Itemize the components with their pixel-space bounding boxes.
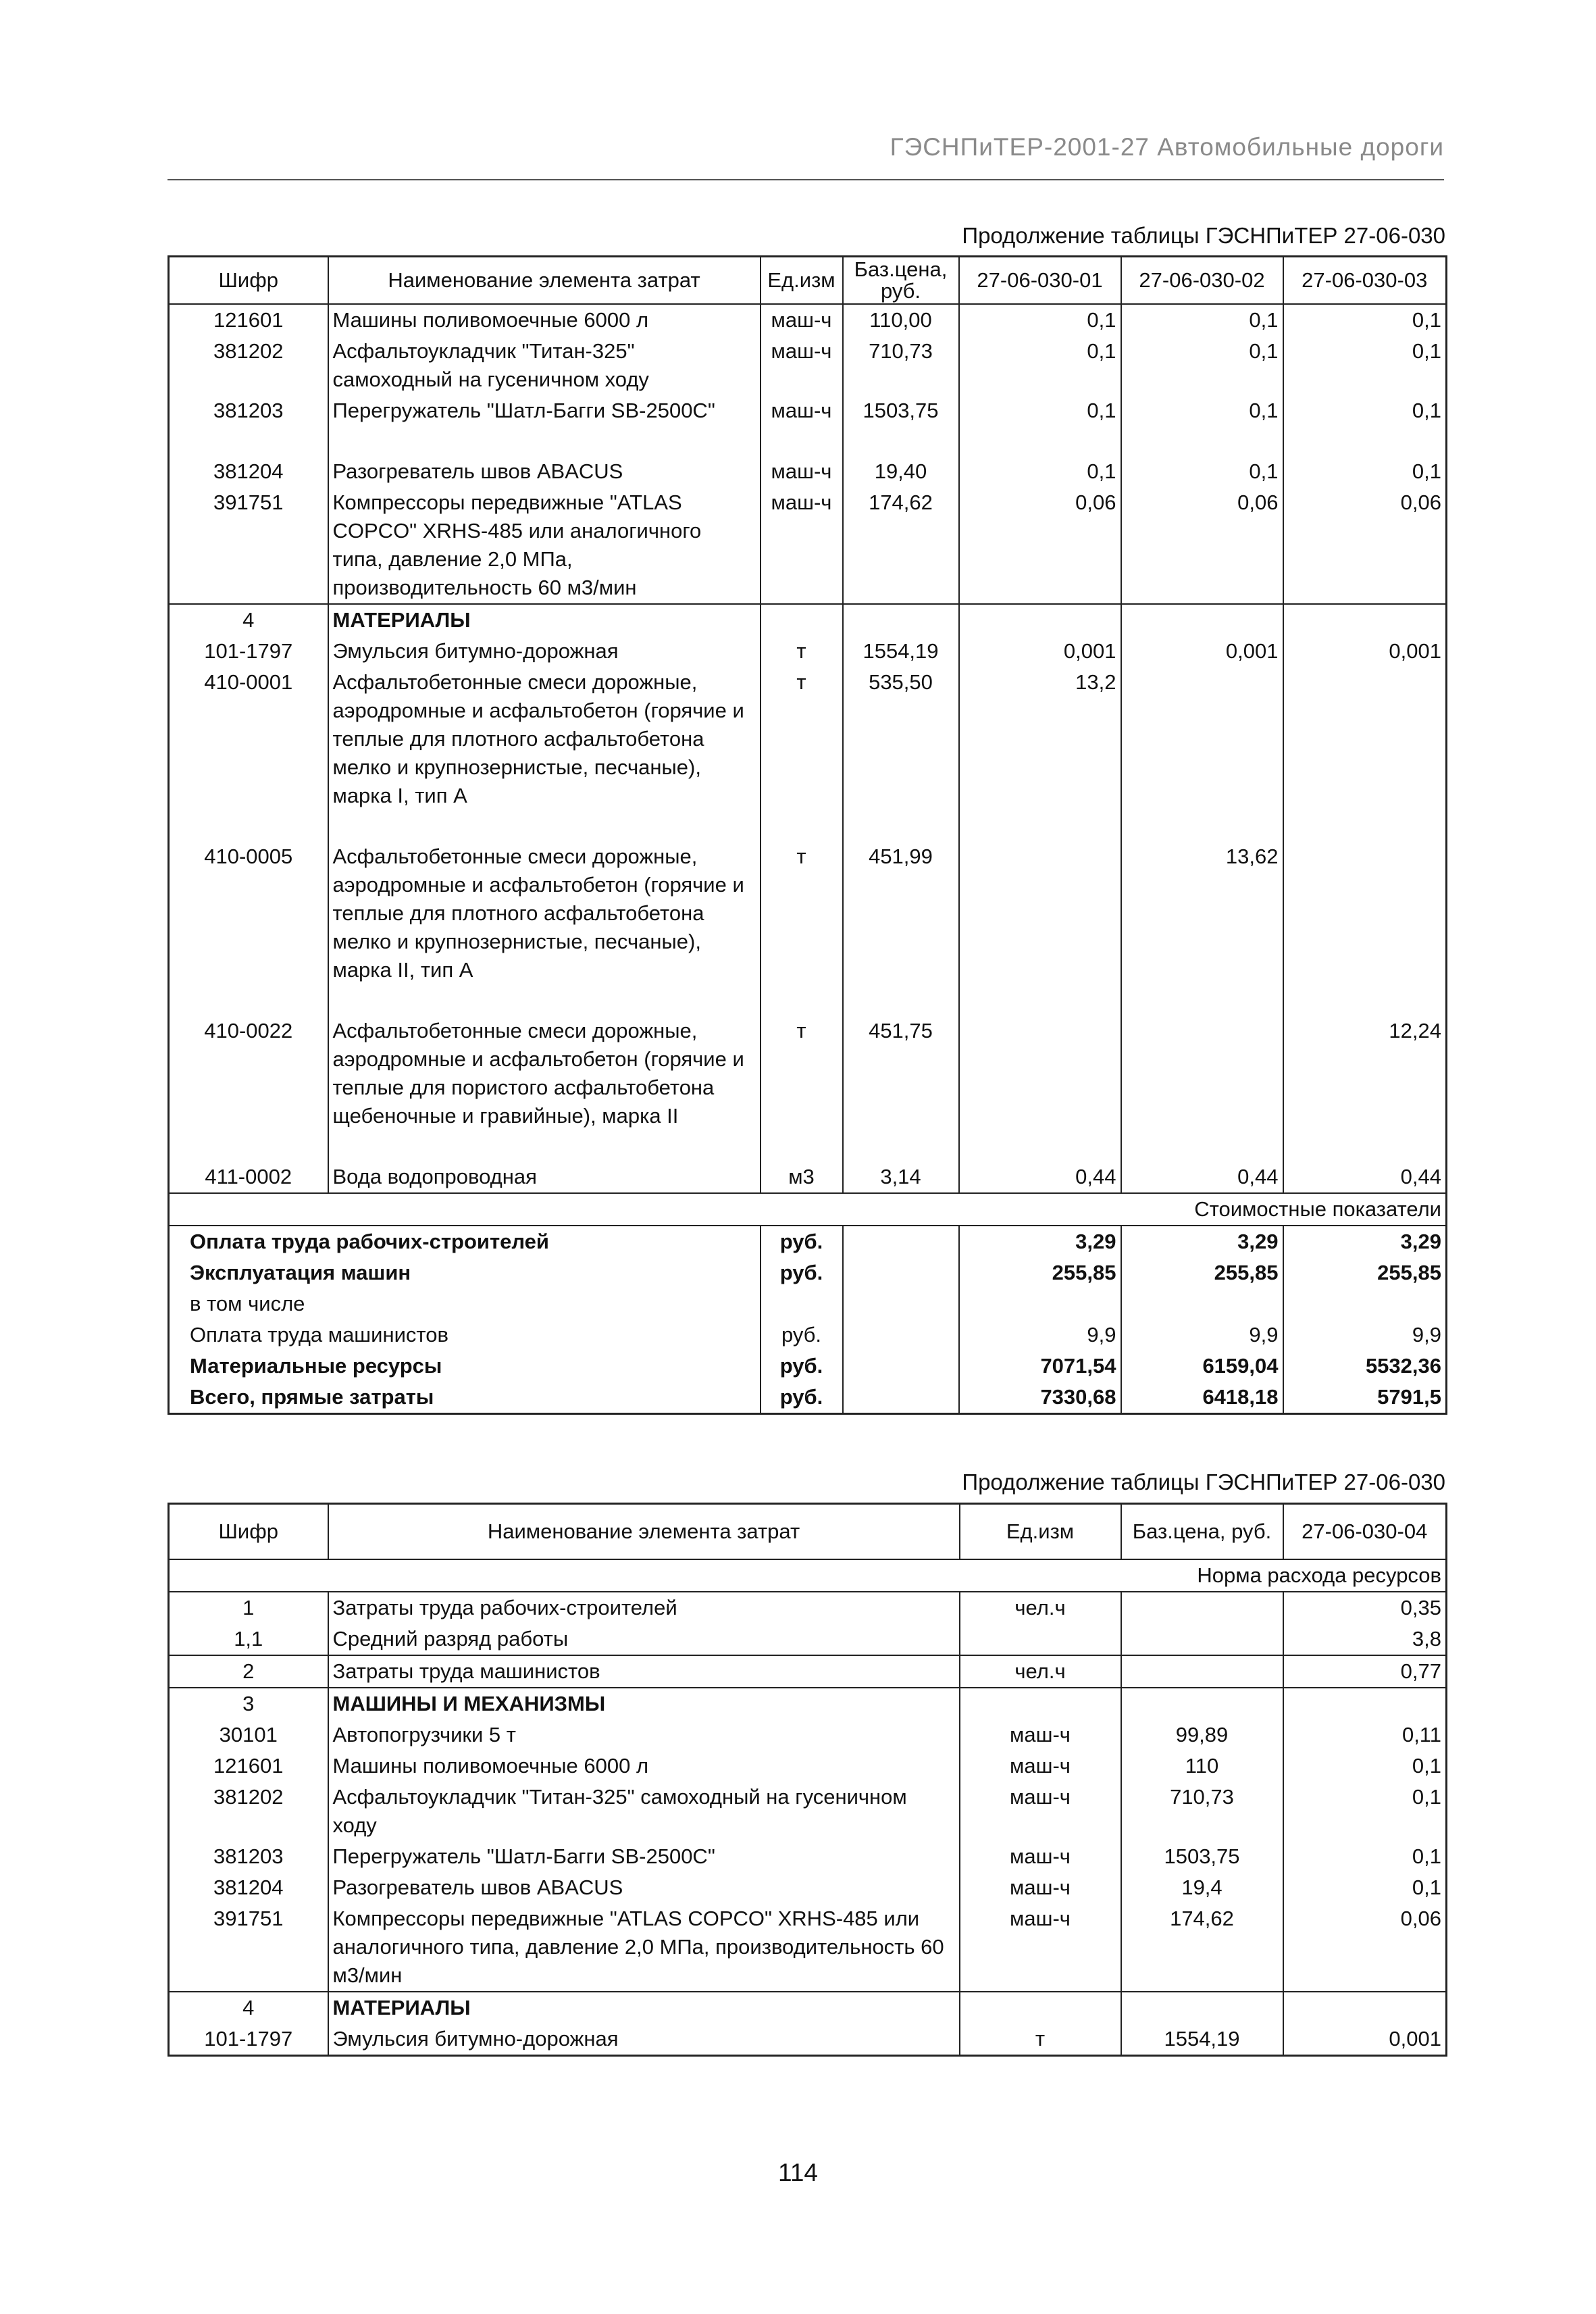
unit-cell: т [761,841,843,986]
code-cell: 381203 [169,1841,328,1872]
price-cell: 174,62 [1121,1903,1283,1992]
name-cell: Разогреватель швов ABACUS [328,1872,960,1903]
unit-cell: чел.ч [960,1655,1121,1688]
code-cell: 391751 [169,487,328,604]
cost-name: Оплата труда машинистов [169,1319,761,1351]
page-number: 114 [778,2159,818,2186]
price-cell [1121,1592,1283,1624]
unit-cell: маш-ч [761,395,843,426]
code-cell: 410-0005 [169,841,328,986]
value-cell: 0,1 [1121,395,1283,426]
cost-unit: руб. [761,1382,843,1414]
price-cell: 1554,19 [843,636,959,667]
unit-cell: маш-ч [761,336,843,395]
col-name-header: Наименование элемента затрат [328,1504,960,1559]
value-cell: 0,1 [1283,1751,1447,1782]
code-cell: 391751 [169,1903,328,1992]
price-cell: 710,73 [843,336,959,395]
spacer-row [169,1132,1447,1161]
code-cell: 1,1 [169,1624,328,1655]
unit-cell: маш-ч [960,1719,1121,1751]
section-row [169,1992,1447,2023]
code-cell: 381202 [169,336,328,395]
unit-cell: т [960,2023,1121,2056]
norm-header-row [169,1559,1447,1592]
table-row [169,1015,1447,1132]
price-cell: 1554,19 [1121,2023,1283,2056]
name-cell: Асфальтобетонные смеси дорожные, аэродромные и асфальтобетон (горячие и теплые для пористого асфальтобетона щебеночные и гравийные), марка II [328,1015,761,1132]
value-cell [1283,841,1447,986]
name-cell: Асфальтобетонные смеси дорожные, аэродромные и асфальтобетон (горячие и теплые для плотного асфальтобетона мелко и крупнозернистые, песчаные), марка I, тип А [328,667,761,811]
table1-header-row [169,257,1447,305]
value-cell: 0,1 [959,456,1121,487]
cost-header-row [169,1193,1447,1226]
cost-value: 3,29 [1283,1226,1447,1257]
resource-table-2 [168,1503,1447,2057]
cost-row [169,1382,1447,1414]
name-cell: Затраты труда машинистов [328,1655,960,1688]
col-code-header: Шифр [169,257,328,305]
section-code: 4 [169,604,328,636]
value-cell: 0,1 [1283,395,1447,426]
unit-cell: маш-ч [761,456,843,487]
price-cell: 3,14 [843,1161,959,1193]
price-cell: 710,73 [1121,1782,1283,1841]
value-cell: 13,62 [1121,841,1283,986]
unit-cell: маш-ч [761,487,843,604]
code-cell: 30101 [169,1719,328,1751]
name-cell: Асфальтоукладчик "Титан-325" самоходный на гусеничном ходу [328,1782,960,1841]
value-cell: 0,001 [1121,636,1283,667]
name-cell: Машины поливомоечные 6000 л [328,304,761,336]
table-row [169,636,1447,667]
cost-value: 255,85 [1121,1257,1283,1288]
value-cell: 0,06 [1121,487,1283,604]
price-cell: 19,40 [843,456,959,487]
value-cell: 13,2 [959,667,1121,811]
cost-value: 9,9 [1283,1319,1447,1351]
col-norm-header: 27-06-030-04 [1283,1504,1447,1559]
table-row [169,1782,1447,1841]
name-cell: Эмульсия битумно-дорожная [328,2023,960,2056]
col-norm-header: 27-06-030-01 [959,257,1121,305]
value-cell: 12,24 [1283,1015,1447,1132]
name-cell: Компрессоры передвижные "ATLAS COPCO" XRHS-485 или аналогичного типа, давление 2,0 МПа, производительность 60 м3/мин [328,487,761,604]
cost-value: 9,9 [1121,1319,1283,1351]
value-cell: 0,11 [1283,1719,1447,1751]
cost-unit: руб. [761,1319,843,1351]
table-row [169,841,1447,986]
code-cell: 1 [169,1592,328,1624]
table-row [169,667,1447,811]
unit-cell: маш-ч [761,304,843,336]
name-cell: Машины поливомоечные 6000 л [328,1751,960,1782]
cost-value: 7330,68 [959,1382,1121,1414]
unit-cell: маш-ч [960,1903,1121,1992]
unit-cell [960,1624,1121,1655]
unit-cell: маш-ч [960,1782,1121,1841]
price-cell: 19,4 [1121,1872,1283,1903]
value-cell [1283,667,1447,811]
value-cell: 0,44 [959,1161,1121,1193]
code-cell: 381202 [169,1782,328,1841]
price-cell: 1503,75 [1121,1841,1283,1872]
value-cell: 0,001 [1283,2023,1447,2056]
table-row [169,1751,1447,1782]
value-cell: 0,06 [1283,1903,1447,1992]
price-cell: 110,00 [843,304,959,336]
col-unit-header: Ед.изм [761,257,843,305]
col-price-header: Баз.цена, руб. [1121,1504,1283,1559]
cost-row [169,1319,1447,1351]
cost-name: Эксплуатация машин [169,1257,761,1288]
cost-value: 255,85 [1283,1257,1447,1288]
cost-row [169,1288,1447,1319]
price-cell: 99,89 [1121,1719,1283,1751]
cost-unit: руб. [761,1226,843,1257]
table-row [169,1719,1447,1751]
price-cell [1121,1624,1283,1655]
table-row [169,1903,1447,1992]
cost-name: Всего, прямые затраты [169,1382,761,1414]
col-price-header: Баз.цена, руб. [843,257,959,305]
name-cell: Компрессоры передвижные "ATLAS COPCO" XRHS-485 или аналогичного типа, давление 2,0 МПа, производительность 60 м3/мин [328,1903,960,1992]
spacer-row [169,811,1447,841]
cost-value: 6159,04 [1121,1351,1283,1382]
code-cell: 410-0001 [169,667,328,811]
table-row [169,336,1447,395]
cost-row [169,1226,1447,1257]
cost-header: Стоимостные показатели [169,1193,1447,1226]
value-cell: 0,1 [1121,456,1283,487]
section-row [169,1688,1447,1719]
code-cell: 381203 [169,395,328,426]
table2-caption: Продолжение таблицы ГЭСНПиТЕР 27-06-030 [962,1469,1445,1494]
table-row [169,1592,1447,1624]
cost-unit: руб. [761,1257,843,1288]
name-cell: Асфальтобетонные смеси дорожные, аэродромные и асфальтобетон (горячие и теплые для плотного асфальтобетона мелко и крупнозернистые, песчаные), марка II, тип А [328,841,761,986]
table-row [169,395,1447,426]
value-cell: 0,06 [959,487,1121,604]
cost-value: 5532,36 [1283,1351,1447,1382]
col-code-header: Шифр [169,1504,328,1559]
value-cell: 0,77 [1283,1655,1447,1688]
price-cell: 110 [1121,1751,1283,1782]
value-cell [1121,1015,1283,1132]
price-cell [1121,1655,1283,1688]
cost-row [169,1351,1447,1382]
price-cell: 451,75 [843,1015,959,1132]
spacer-row [169,986,1447,1015]
code-cell: 410-0022 [169,1015,328,1132]
value-cell: 0,1 [959,336,1121,395]
code-cell: 411-0002 [169,1161,328,1193]
code-cell: 101-1797 [169,636,328,667]
price-cell: 1503,75 [843,395,959,426]
value-cell: 0,1 [959,304,1121,336]
price-cell: 451,99 [843,841,959,986]
unit-cell: т [761,667,843,811]
col-norm-header: 27-06-030-02 [1121,257,1283,305]
code-cell: 121601 [169,304,328,336]
col-unit-header: Ед.изм [960,1504,1121,1559]
name-cell: Средний разряд работы [328,1624,960,1655]
name-cell: Вода водопроводная [328,1161,761,1193]
cost-row [169,1257,1447,1288]
value-cell: 0,1 [1283,336,1447,395]
price-cell: 535,50 [843,667,959,811]
table-row [169,1161,1447,1193]
table-row [169,1841,1447,1872]
cost-name: в том числе [169,1288,761,1319]
name-cell: Разогреватель швов ABACUS [328,456,761,487]
section-code: 3 [169,1688,328,1719]
table-row [169,1872,1447,1903]
cost-value: 255,85 [959,1257,1121,1288]
section-title: МАТЕРИАЛЫ [328,1992,960,2023]
table-row [169,487,1447,604]
unit-cell: м3 [761,1161,843,1193]
name-cell: Автопогрузчики 5 т [328,1719,960,1751]
cost-value: 9,9 [959,1319,1121,1351]
value-cell: 0,1 [1283,1872,1447,1903]
value-cell [1121,667,1283,811]
value-cell: 0,001 [1283,636,1447,667]
table-row [169,1624,1447,1655]
value-cell: 0,44 [1283,1161,1447,1193]
unit-cell: маш-ч [960,1872,1121,1903]
value-cell: 0,001 [959,636,1121,667]
name-cell: Перегружатель "Шатл-Багги SB-2500С" [328,395,761,426]
code-cell: 121601 [169,1751,328,1782]
value-cell: 3,8 [1283,1624,1447,1655]
value-cell [959,1015,1121,1132]
section-row [169,604,1447,636]
norm-header: Норма расхода ресурсов [169,1559,1447,1592]
name-cell: Перегружатель "Шатл-Багги SB-2500С" [328,1841,960,1872]
code-cell: 381204 [169,456,328,487]
unit-cell: маш-ч [960,1751,1121,1782]
value-cell: 0,1 [1121,304,1283,336]
value-cell: 0,1 [1283,304,1447,336]
table2-header-row [169,1504,1447,1559]
code-cell: 381204 [169,1872,328,1903]
col-name-header: Наименование элемента затрат [328,257,761,305]
value-cell: 0,1 [1283,456,1447,487]
section-title: МАШИНЫ И МЕХАНИЗМЫ [328,1688,960,1719]
value-cell: 0,1 [1121,336,1283,395]
cost-unit: руб. [761,1351,843,1382]
price-cell: 174,62 [843,487,959,604]
cost-value: 3,29 [959,1226,1121,1257]
spacer-row [169,426,1447,456]
cost-value: 6418,18 [1121,1382,1283,1414]
table-row [169,304,1447,336]
value-cell: 0,06 [1283,487,1447,604]
running-header: ГЭСНПиТЕР-2001-27 Автомобильные дороги [890,133,1444,161]
unit-cell: т [761,1015,843,1132]
cost-value: 5791,5 [1283,1382,1447,1414]
name-cell: Асфальтоукладчик "Титан-325" самоходный на гусеничном ходу [328,336,761,395]
table-row [169,1655,1447,1688]
value-cell: 0,44 [1121,1161,1283,1193]
table-row [169,2023,1447,2056]
cost-value: 3,29 [1121,1226,1283,1257]
resource-table-1 [168,255,1447,1415]
value-cell [959,841,1121,986]
value-cell: 0,1 [1283,1782,1447,1841]
code-cell: 101-1797 [169,2023,328,2056]
code-cell: 2 [169,1655,328,1688]
value-cell: 0,1 [959,395,1121,426]
unit-cell: маш-ч [960,1841,1121,1872]
col-norm-header: 27-06-030-03 [1283,257,1447,305]
name-cell: Затраты труда рабочих-строителей [328,1592,960,1624]
name-cell: Эмульсия битумно-дорожная [328,636,761,667]
table1-caption: Продолжение таблицы ГЭСНПиТЕР 27-06-030 [962,223,1445,248]
value-cell: 0,1 [1283,1841,1447,1872]
section-title: МАТЕРИАЛЫ [328,604,761,636]
table-row [169,456,1447,487]
unit-cell: чел.ч [960,1592,1121,1624]
section-code: 4 [169,1992,328,2023]
cost-value: 7071,54 [959,1351,1121,1382]
header-divider [168,179,1444,180]
unit-cell: т [761,636,843,667]
cost-name: Оплата труда рабочих-строителей [169,1226,761,1257]
cost-name: Материальные ресурсы [169,1351,761,1382]
value-cell: 0,35 [1283,1592,1447,1624]
